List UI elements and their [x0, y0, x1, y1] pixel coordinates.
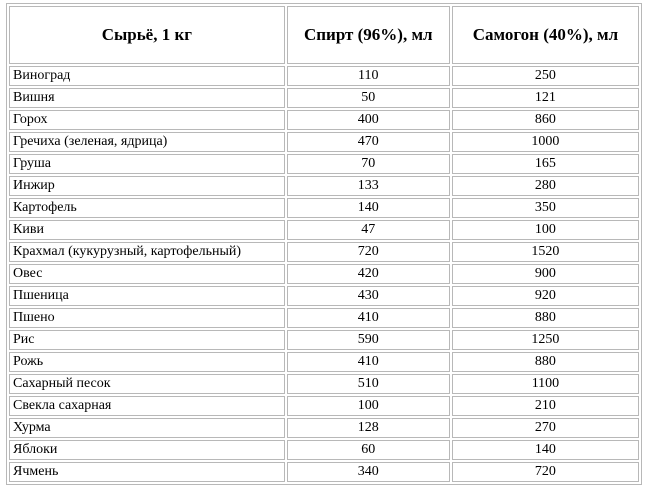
cell-spirit-ml: 420	[287, 264, 450, 284]
cell-spirit-ml: 110	[287, 66, 450, 86]
table-row	[9, 154, 639, 174]
cell-spirit-ml: 47	[287, 220, 450, 240]
table-row	[9, 132, 639, 152]
cell-spirit-ml: 430	[287, 286, 450, 306]
table-row	[9, 242, 639, 262]
cell-spirit-ml: 470	[287, 132, 450, 152]
table-row	[9, 110, 639, 130]
cell-spirit-ml: 100	[287, 396, 450, 416]
cell-raw-material: Сахарный песок	[9, 374, 285, 394]
table-row	[9, 308, 639, 328]
cell-spirit-ml: 133	[287, 176, 450, 196]
cell-moonshine-ml: 1000	[452, 132, 639, 152]
table-row	[9, 440, 639, 460]
cell-moonshine-ml: 880	[452, 352, 639, 372]
cell-moonshine-ml: 250	[452, 66, 639, 86]
cell-raw-material: Рис	[9, 330, 285, 350]
cell-raw-material: Киви	[9, 220, 285, 240]
cell-raw-material: Хурма	[9, 418, 285, 438]
cell-spirit-ml: 60	[287, 440, 450, 460]
cell-raw-material: Инжир	[9, 176, 285, 196]
header-spirit: Спирт (96%), мл	[287, 6, 450, 64]
table-row	[9, 88, 639, 108]
cell-raw-material: Крахмал (кукурузный, картофельный)	[9, 242, 285, 262]
cell-spirit-ml: 590	[287, 330, 450, 350]
table-body	[9, 66, 639, 482]
cell-spirit-ml: 410	[287, 352, 450, 372]
table-row	[9, 66, 639, 86]
yield-table	[6, 3, 642, 485]
header-row	[9, 6, 639, 64]
cell-spirit-ml: 128	[287, 418, 450, 438]
cell-moonshine-ml: 900	[452, 264, 639, 284]
cell-raw-material: Свекла сахарная	[9, 396, 285, 416]
cell-spirit-ml: 70	[287, 154, 450, 174]
cell-raw-material: Картофель	[9, 198, 285, 218]
cell-spirit-ml: 400	[287, 110, 450, 130]
cell-moonshine-ml: 210	[452, 396, 639, 416]
table-row	[9, 220, 639, 240]
cell-raw-material: Гречиха (зеленая, ядрица)	[9, 132, 285, 152]
cell-spirit-ml: 510	[287, 374, 450, 394]
cell-moonshine-ml: 140	[452, 440, 639, 460]
table-row	[9, 374, 639, 394]
cell-raw-material: Вишня	[9, 88, 285, 108]
cell-moonshine-ml: 165	[452, 154, 639, 174]
cell-raw-material: Яблоки	[9, 440, 285, 460]
table-row	[9, 198, 639, 218]
cell-moonshine-ml: 920	[452, 286, 639, 306]
header-moonshine: Самогон (40%), мл	[452, 6, 639, 64]
cell-moonshine-ml: 270	[452, 418, 639, 438]
table-row	[9, 286, 639, 306]
cell-moonshine-ml: 121	[452, 88, 639, 108]
cell-raw-material: Овес	[9, 264, 285, 284]
cell-moonshine-ml: 720	[452, 462, 639, 482]
cell-moonshine-ml: 100	[452, 220, 639, 240]
table-row	[9, 264, 639, 284]
cell-raw-material: Груша	[9, 154, 285, 174]
cell-spirit-ml: 410	[287, 308, 450, 328]
table-row	[9, 462, 639, 482]
table-row	[9, 176, 639, 196]
cell-moonshine-ml: 350	[452, 198, 639, 218]
cell-moonshine-ml: 1100	[452, 374, 639, 394]
cell-raw-material: Виноград	[9, 66, 285, 86]
cell-spirit-ml: 720	[287, 242, 450, 262]
cell-moonshine-ml: 880	[452, 308, 639, 328]
cell-spirit-ml: 340	[287, 462, 450, 482]
table-header	[9, 6, 639, 64]
cell-moonshine-ml: 1250	[452, 330, 639, 350]
cell-raw-material: Горох	[9, 110, 285, 130]
cell-moonshine-ml: 1520	[452, 242, 639, 262]
table-row	[9, 330, 639, 350]
table-row	[9, 396, 639, 416]
header-raw-material: Сырьё, 1 кг	[9, 6, 285, 64]
cell-moonshine-ml: 860	[452, 110, 639, 130]
cell-raw-material: Ячмень	[9, 462, 285, 482]
cell-moonshine-ml: 280	[452, 176, 639, 196]
cell-spirit-ml: 140	[287, 198, 450, 218]
cell-raw-material: Пшеница	[9, 286, 285, 306]
cell-raw-material: Пшено	[9, 308, 285, 328]
table-row	[9, 352, 639, 372]
cell-raw-material: Рожь	[9, 352, 285, 372]
cell-spirit-ml: 50	[287, 88, 450, 108]
table-row	[9, 418, 639, 438]
